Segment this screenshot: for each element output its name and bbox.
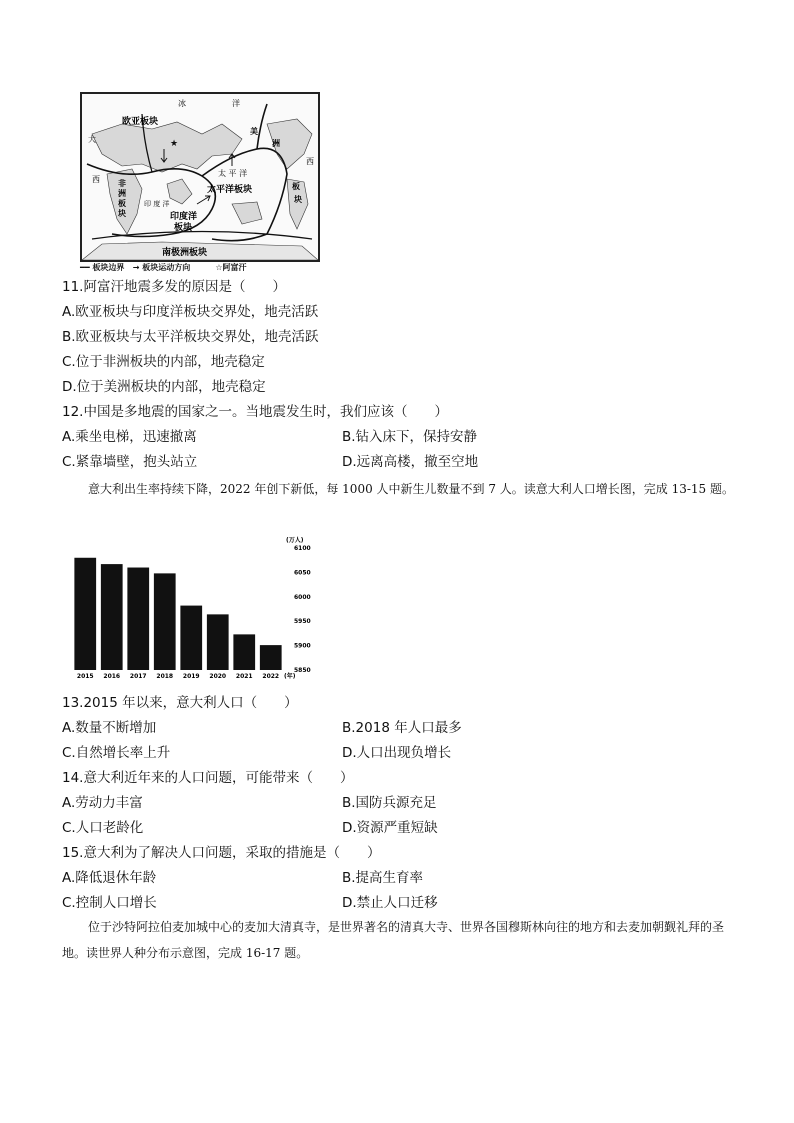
passage-mecca: 位于沙特阿拉伯麦加城中心的麦加大清真寺，是世界著名的清真大寺、世界各国穆斯林向往的地方和去麦加朝觐礼拜的圣地。读世界人种分布示意图，完成 16-17 题。 (62, 920, 725, 960)
question-15-option-c[interactable]: C.控制人口增长 (62, 895, 157, 911)
map-label-eurasian: 欧亚板块 (122, 117, 159, 127)
question-12-option-d[interactable]: D.远离高楼，撤至空地 (342, 454, 479, 470)
x-tick-2015: 2015 (76, 673, 94, 680)
question-11-stem: 11.阿富汗地震多发的原因是（ ） (62, 279, 286, 295)
question-12-option-a[interactable]: A.乘坐电梯，迅速撤离 (62, 429, 197, 445)
map-legend (80, 262, 247, 273)
bar-2017 (127, 568, 149, 670)
y-tick-6100: 6100 (294, 545, 311, 552)
bar-2018 (154, 573, 176, 670)
question-13-stem: 13.2015 年以来，意大利人口（ ） (62, 695, 298, 711)
x-tick-2020: 2020 (209, 673, 227, 680)
map-label-pacific-small: 太 平 洋 (218, 169, 248, 178)
map-label-ocean-east: 西 (306, 157, 314, 166)
x-tick-2017: 2017 (129, 673, 147, 680)
question-13-option-a[interactable]: A.数量不断增加 (62, 720, 157, 736)
bar-chart-svg (62, 534, 332, 684)
map-label-african3: 板 (118, 199, 126, 208)
map-label-indian-ocean: 印 度 洋 (144, 200, 170, 208)
question-13-option-b[interactable]: B.2018 年人口最多 (342, 720, 462, 736)
question-11-option-c[interactable]: C.位于非洲板块的内部，地壳稳定 (62, 354, 265, 370)
question-15-option-b[interactable]: B.提高生育率 (342, 870, 424, 886)
question-11-option-a[interactable]: A.欧亚板块与印度洋板块交界处，地壳活跃 (62, 304, 319, 320)
x-tick-2018: 2018 (156, 673, 174, 680)
question-14-option-d[interactable]: D.资源严重短缺 (342, 820, 438, 836)
direction-arrow-icon: → (132, 263, 140, 272)
map-label-america1: 美 (250, 127, 258, 136)
map-label-indian2: 板块 (174, 223, 193, 233)
map-drawing (82, 94, 318, 260)
y-tick-5950: 5950 (294, 618, 311, 626)
map-label-ocean-west: 大 (88, 135, 96, 144)
map-label-african1: 非 (118, 179, 126, 188)
question-12-option-c[interactable]: C.紧靠墙壁，抱头站立 (62, 454, 198, 470)
legend-boundary: 板块边界 (92, 263, 125, 272)
bar-2016 (101, 564, 123, 670)
question-14-option-b[interactable]: B.国防兵源充足 (342, 795, 437, 811)
map-label-indian1: 印度洋 (170, 212, 198, 222)
x-tick-2021: 2021 (235, 673, 253, 680)
x-tick-2016: 2016 (103, 673, 121, 680)
bar-2015 (74, 558, 96, 670)
question-14-option-a[interactable]: A.劳动力丰富 (62, 795, 143, 811)
bar-2020 (207, 614, 229, 670)
map-label-ocean-southwest: 西 (92, 175, 100, 184)
bar-2019 (180, 606, 202, 670)
italy-population-chart (62, 534, 332, 684)
y-tick-5850: 5850 (294, 667, 311, 674)
bar-2022 (260, 645, 282, 670)
x-axis-label: (年) (284, 673, 296, 680)
map-label-antarctic: 南极洲板块 (162, 248, 208, 258)
legend-afghanistan: 阿富汗 (222, 263, 247, 272)
question-15-option-d[interactable]: D.禁止人口迁移 (342, 895, 438, 911)
legend-direction: 板块运动方向 (142, 263, 191, 272)
y-tick-6050: 6050 (294, 569, 311, 577)
question-14-option-c[interactable]: C.人口老龄化 (62, 820, 144, 836)
map-label-african2: 洲 (118, 189, 126, 198)
map-label-america4: 块 (294, 195, 302, 204)
question-14-stem: 14.意大利近年来的人口问题，可能带来（ ） (62, 770, 354, 786)
x-tick-2022: 2022 (262, 673, 280, 680)
x-tick-2019: 2019 (182, 673, 200, 680)
y-axis-label: (万人) (286, 537, 304, 544)
afghanistan-star-icon: ★ (170, 139, 179, 149)
boundary-line-icon: ━━ (80, 263, 90, 272)
plate-tectonics-map (80, 92, 320, 262)
y-tick-6000: 6000 (294, 593, 311, 601)
passage-italy: 意大利出生率持续下降，2022 年创下新低，每 1000 人中新生儿数量不到 7 人。读意大利人口增长图，完成 13-15 题。 (88, 482, 735, 496)
map-label-america2: 洲 (272, 139, 280, 148)
question-13-option-d[interactable]: D.人口出现负增长 (342, 745, 452, 761)
bar-2021 (233, 634, 255, 670)
question-12-stem: 12.中国是多地震的国家之一。当地震发生时，我们应该（ ） (62, 404, 448, 420)
question-11-option-b[interactable]: B.欧亚板块与太平洋板块交界处，地壳活跃 (62, 329, 319, 345)
map-label-ice-north: 冰 (178, 99, 186, 108)
question-12-option-b[interactable]: B.钻入床下，保持安静 (342, 429, 478, 445)
map-label-ice-north2: 洋 (232, 99, 240, 108)
map-label-african4: 块 (118, 209, 126, 218)
legend-star-icon: ☆ (215, 263, 223, 272)
question-13-option-c[interactable]: C.自然增长率上升 (62, 745, 171, 761)
question-11-option-d[interactable]: D.位于美洲板块的内部，地壳稳定 (62, 379, 266, 395)
y-tick-5900: 5900 (294, 642, 311, 650)
question-15-option-a[interactable]: A.降低退休年龄 (62, 870, 157, 886)
question-15-stem: 15.意大利为了解决人口问题，采取的措施是（ ） (62, 845, 381, 861)
map-label-america3: 板 (292, 182, 300, 191)
map-label-pacific: 太平洋板块 (207, 185, 253, 195)
